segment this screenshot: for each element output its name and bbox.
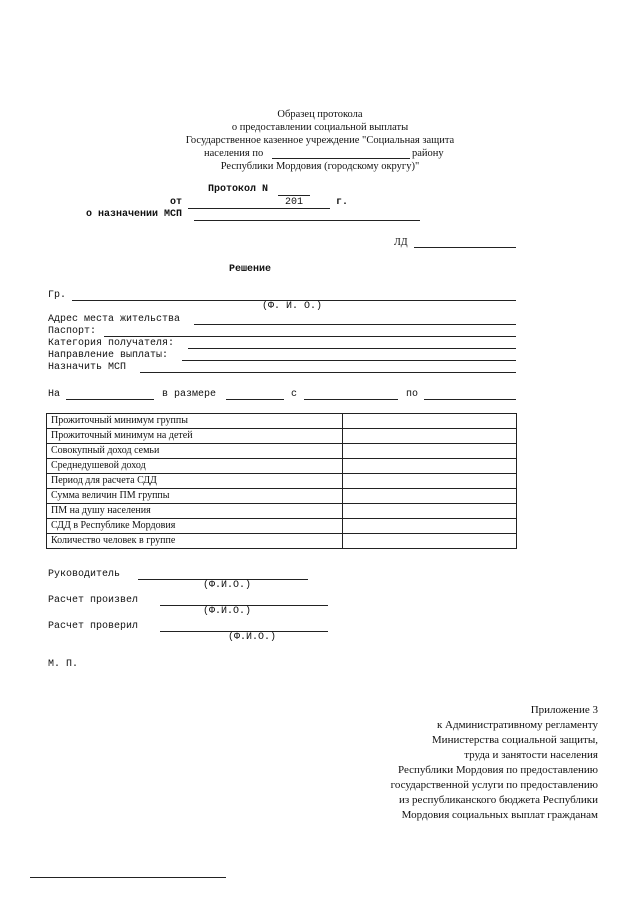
field-address-label: Адрес места жительства bbox=[48, 314, 181, 325]
header-line-5: Республики Мордовия (городскому округу)" bbox=[220, 161, 420, 172]
period-na-blank[interactable] bbox=[66, 399, 154, 400]
table-row-label: СДД в Республике Мордовия bbox=[47, 519, 343, 534]
header-line-4a: населения по bbox=[204, 148, 264, 159]
fio-hint: (Ф. И. О.) bbox=[262, 301, 323, 312]
appendix-line: к Административному регламенту bbox=[436, 719, 598, 731]
appendix-line: труда и занятости населения bbox=[464, 749, 598, 761]
signature-calc-checked-fio: (Ф.И.О.) bbox=[228, 632, 277, 643]
table-row-label: Прожиточный минимум на детей bbox=[47, 429, 343, 444]
signature-calc-checked-label: Расчет проверил bbox=[48, 621, 139, 632]
field-passport-label: Паспорт: bbox=[48, 326, 97, 337]
decision-title: Решение bbox=[229, 264, 272, 275]
period-size-blank[interactable] bbox=[226, 399, 284, 400]
table-row-label: Совокупный доход семьи bbox=[47, 444, 343, 459]
calculation-table bbox=[46, 413, 517, 549]
header-line-2: о предоставлении социальной выплаты bbox=[231, 122, 409, 133]
ld-label: ЛД bbox=[394, 237, 408, 248]
table-row bbox=[47, 504, 517, 519]
field-assign-blank[interactable] bbox=[140, 372, 516, 373]
table-row-value[interactable] bbox=[343, 414, 517, 429]
period-na-label: На bbox=[48, 389, 61, 400]
protocol-about: о назначении МСП bbox=[86, 209, 183, 220]
header-line-4b: району bbox=[412, 148, 444, 159]
appendix-line: из республиканского бюджета Республики bbox=[398, 794, 598, 806]
period-to-label: по bbox=[406, 389, 419, 400]
table-row-label: Количество человек в группе bbox=[47, 534, 343, 549]
appendix-line: государственной услуги по предоставлению bbox=[390, 779, 598, 791]
table-row bbox=[47, 534, 517, 549]
protocol-from: от bbox=[170, 197, 183, 208]
table-row-value[interactable] bbox=[343, 504, 517, 519]
table-row bbox=[47, 414, 517, 429]
table-row-label: Период для расчета СДД bbox=[47, 474, 343, 489]
district-blank[interactable] bbox=[272, 158, 410, 159]
table-row-label: Прожиточный минимум группы bbox=[47, 414, 343, 429]
table-row-value[interactable] bbox=[343, 474, 517, 489]
table-row bbox=[47, 459, 517, 474]
signature-head-fio: (Ф.И.О.) bbox=[203, 580, 252, 591]
table-row-value[interactable] bbox=[343, 519, 517, 534]
field-address-blank[interactable] bbox=[194, 324, 516, 325]
field-direction-blank[interactable] bbox=[182, 360, 516, 361]
table-row-value[interactable] bbox=[343, 459, 517, 474]
ld-blank[interactable] bbox=[414, 247, 516, 248]
period-from-label: с bbox=[291, 389, 298, 400]
field-category-blank[interactable] bbox=[188, 348, 516, 349]
table-row-label: ПМ на душу населения bbox=[47, 504, 343, 519]
period-to-blank[interactable] bbox=[424, 399, 516, 400]
table-row-label: Среднедушевой доход bbox=[47, 459, 343, 474]
table-row bbox=[47, 429, 517, 444]
appendix-block bbox=[391, 703, 598, 823]
field-passport-blank[interactable] bbox=[104, 336, 516, 337]
stamp-label: М. П. bbox=[48, 659, 79, 670]
header-line-1: Образец протокола bbox=[277, 109, 363, 120]
signature-calc-made-fio: (Ф.И.О.) bbox=[203, 606, 252, 617]
table-row bbox=[47, 519, 517, 534]
protocol-year: 201 bbox=[285, 197, 304, 208]
table-row bbox=[47, 474, 517, 489]
table-row bbox=[47, 444, 517, 459]
field-assign-label: Назначить МСП bbox=[48, 362, 127, 373]
header-line-3: Государственное казенное учреждение "Социальная защита bbox=[185, 135, 455, 146]
field-direction-label: Направление выплаты: bbox=[48, 350, 169, 361]
table-row-value[interactable] bbox=[343, 429, 517, 444]
field-category-label: Категория получателя: bbox=[48, 338, 175, 349]
appendix-line: Мордовия социальных выплат гражданам bbox=[401, 809, 598, 821]
appendix-line: Республики Мордовия по предоставлению bbox=[397, 764, 598, 776]
table-row-value[interactable] bbox=[343, 534, 517, 549]
protocol-number-blank[interactable] bbox=[278, 195, 310, 196]
protocol-year-suffix: г. bbox=[336, 197, 349, 208]
table-row-value[interactable] bbox=[343, 489, 517, 504]
protocol-title: Протокол N bbox=[208, 184, 269, 195]
period-from-blank[interactable] bbox=[304, 399, 398, 400]
header-line-4 bbox=[160, 147, 480, 160]
field-gr-label: Гр. bbox=[48, 290, 67, 301]
protocol-date-blank[interactable] bbox=[188, 208, 330, 209]
appendix-line: Министерства социальной защиты, bbox=[431, 734, 598, 746]
appendix-line: Приложение 3 bbox=[530, 704, 598, 716]
footnote-rule bbox=[30, 877, 226, 878]
signature-calc-made-label: Расчет произвел bbox=[48, 595, 139, 606]
table-row-value[interactable] bbox=[343, 444, 517, 459]
signature-head-label: Руководитель bbox=[48, 569, 121, 580]
form-header bbox=[160, 108, 480, 173]
table-row-label: Сумма величин ПМ группы bbox=[47, 489, 343, 504]
period-size-label: в размере bbox=[162, 389, 217, 400]
protocol-msp-blank[interactable] bbox=[194, 220, 420, 221]
table-row bbox=[47, 489, 517, 504]
